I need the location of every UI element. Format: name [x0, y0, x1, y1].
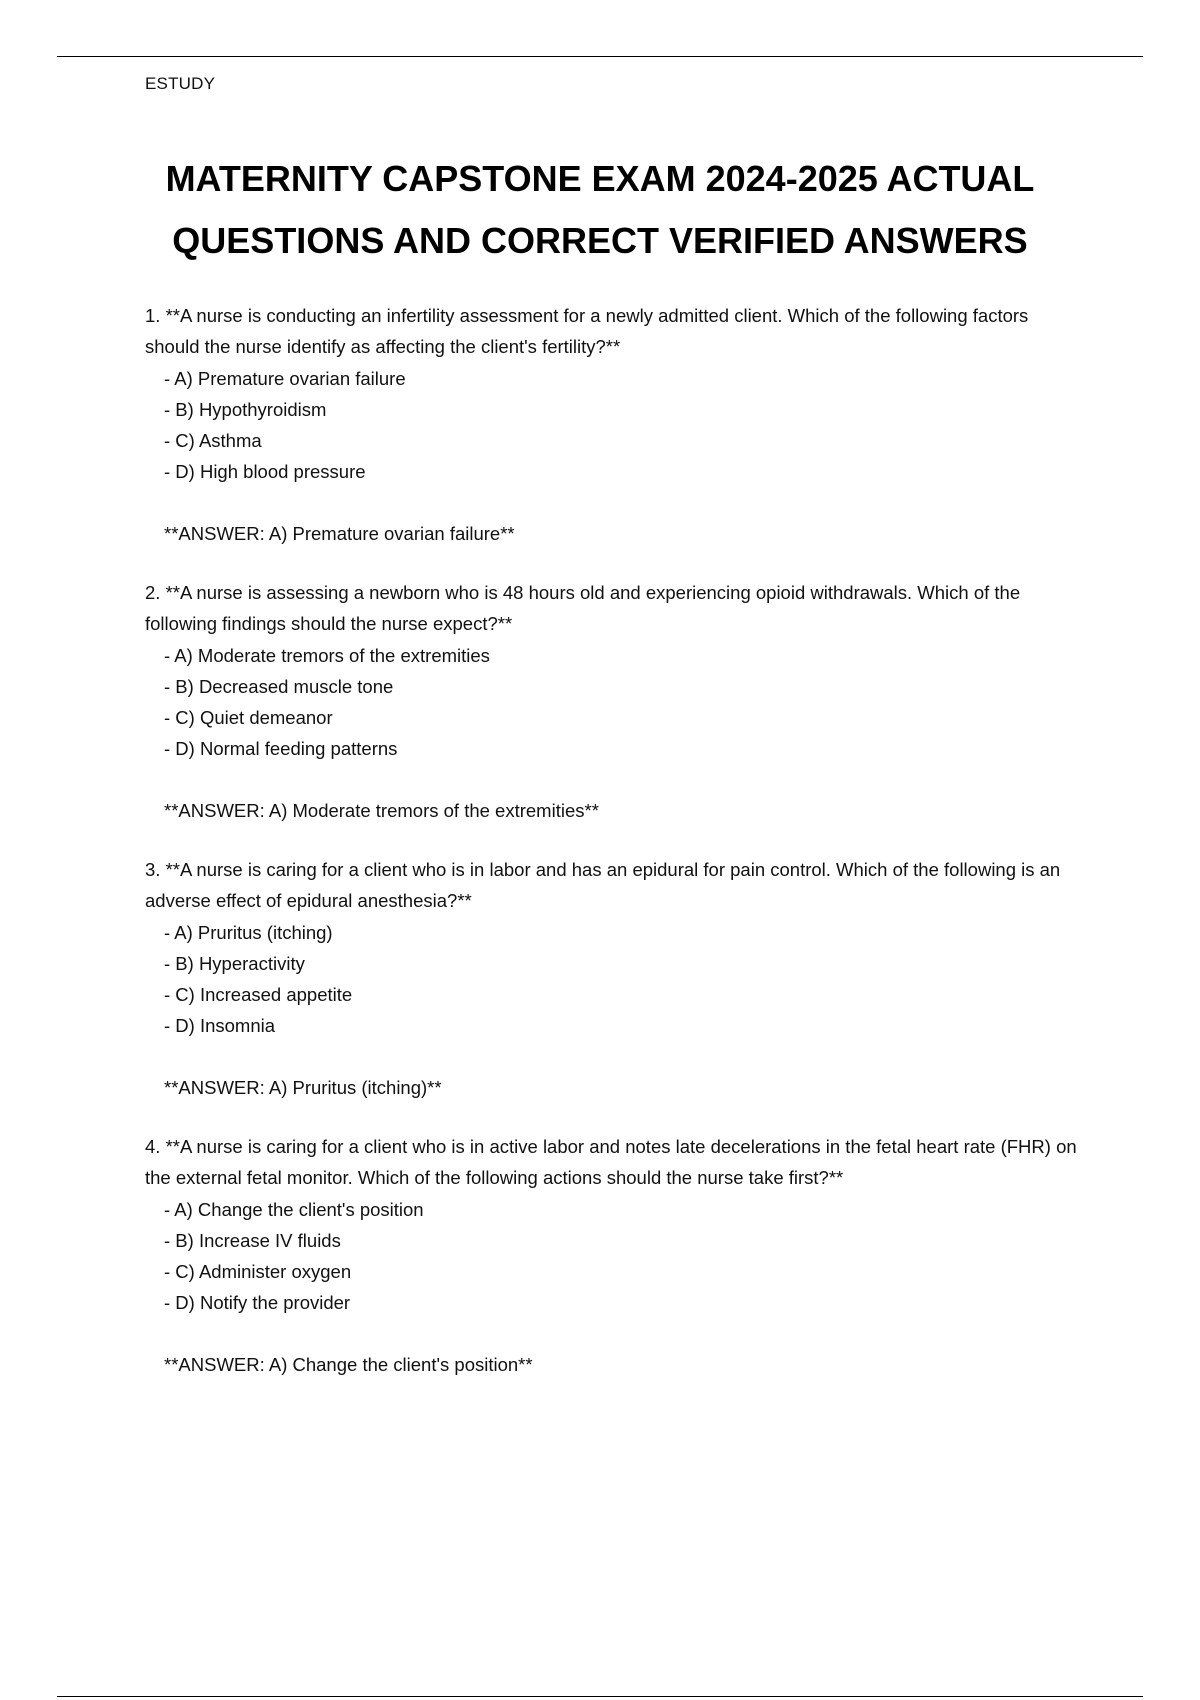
option-list: [145, 363, 1085, 487]
question-text: 3. **A nurse is caring for a client who is in labor and has an epidural for pain control. Which of the following is an adverse effect of epidural anesthesia?**: [145, 859, 1061, 911]
option-d: - D) Insomnia: [164, 1015, 276, 1036]
option-b: - B) Increase IV fluids: [164, 1230, 341, 1251]
question-1: [145, 300, 1085, 549]
title-line-1: MATERNITY CAPSTONE EXAM 2024-2025 ACTUAL: [165, 158, 1035, 199]
title-line-2: QUESTIONS AND CORRECT VERIFIED ANSWERS: [172, 220, 1028, 261]
option-d: - D) Notify the provider: [164, 1292, 351, 1313]
option-d: - D) High blood pressure: [164, 461, 366, 482]
option-a: - A) Moderate tremors of the extremities: [164, 645, 490, 666]
option-a: - A) Premature ovarian failure: [164, 368, 406, 389]
question-list: [145, 300, 1085, 1408]
option-b: - B) Decreased muscle tone: [164, 676, 394, 697]
option-list: [145, 640, 1085, 764]
option-c: - C) Quiet demeanor: [164, 707, 333, 728]
document-title: [100, 148, 1100, 272]
answer-text: **ANSWER: A) Premature ovarian failure**: [164, 523, 515, 544]
option-list: [145, 1194, 1085, 1318]
answer-text: **ANSWER: A) Moderate tremors of the extremities**: [164, 800, 599, 821]
question-3: [145, 854, 1085, 1103]
question-text: 2. **A nurse is assessing a newborn who is 48 hours old and experiencing opioid withdrawals. Which of the following findings should the nurse expect?**: [145, 582, 1021, 634]
question-2: [145, 577, 1085, 826]
option-a: - A) Change the client's position: [164, 1199, 424, 1220]
option-c: - C) Increased appetite: [164, 984, 353, 1005]
header-rule: [57, 56, 1143, 57]
option-a: - A) Pruritus (itching): [164, 922, 333, 943]
option-d: - D) Normal feeding patterns: [164, 738, 398, 759]
option-b: - B) Hyperactivity: [164, 953, 305, 974]
footer-rule: [57, 1696, 1143, 1697]
option-list: [145, 917, 1085, 1041]
answer-text: **ANSWER: A) Change the client's position**: [164, 1354, 533, 1375]
question-4: [145, 1131, 1085, 1380]
question-text: 4. **A nurse is caring for a client who is in active labor and notes late decelerations in the fetal heart rate (FHR) on the external fetal monitor. Which of the following actions should the nurse take first?**: [145, 1136, 1077, 1188]
option-c: - C) Asthma: [164, 430, 262, 451]
answer-text: **ANSWER: A) Pruritus (itching)**: [164, 1077, 442, 1098]
question-text: 1. **A nurse is conducting an infertility assessment for a newly admitted client. Which of the following factors should the nurse identify as affecting the client's fertility?**: [145, 305, 1029, 357]
option-b: - B) Hypothyroidism: [164, 399, 327, 420]
header-label: ESTUDY: [145, 74, 216, 93]
option-c: - C) Administer oxygen: [164, 1261, 352, 1282]
